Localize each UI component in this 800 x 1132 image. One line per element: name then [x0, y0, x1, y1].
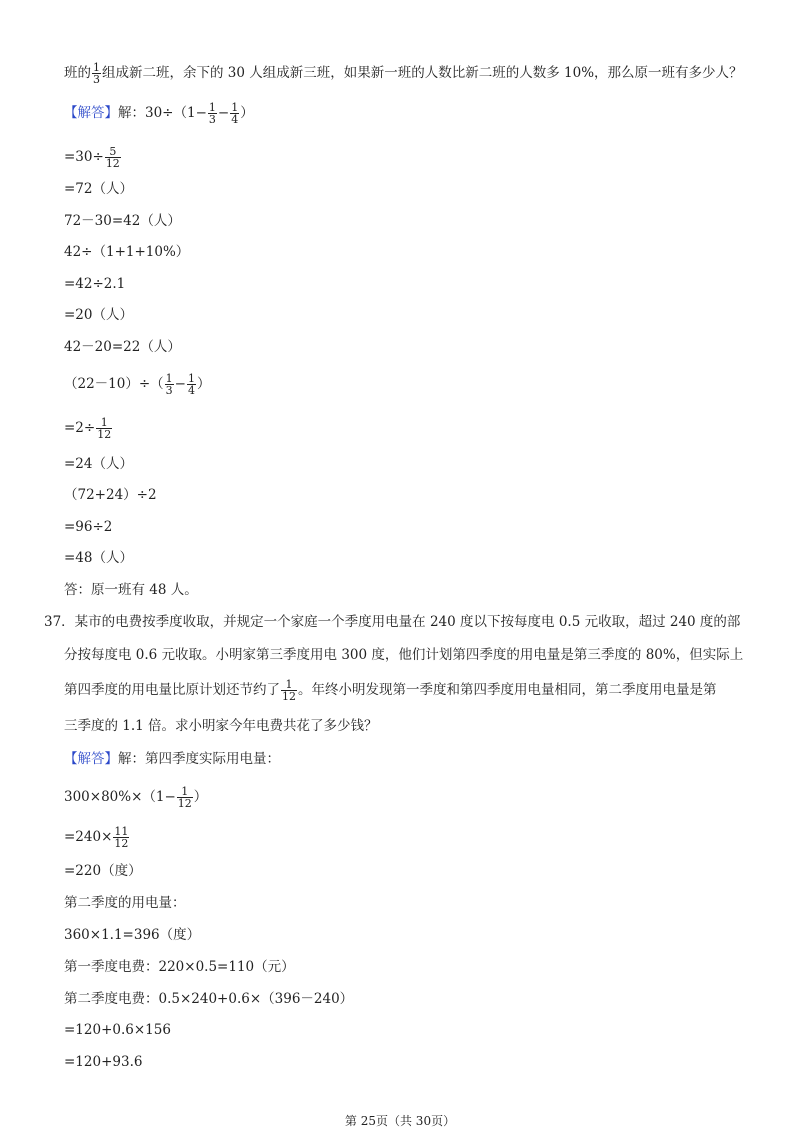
- fraction: $\frac{5}{12}$: [105, 145, 120, 170]
- solution-line: 42÷（1+1+10%）: [64, 244, 190, 260]
- solution-line: 300×80%×（1− $\frac{1}{12}$ ）: [64, 785, 208, 810]
- solution-line: =120+0.6×156: [64, 1022, 171, 1038]
- problem-37-line-3: 第四季度的用电量比原计划还节约了 $\frac{1}{12}$ 。年终小明发现第一季度和第四季度用电量相同，第二季度用电量是第: [64, 678, 717, 703]
- answer-tag: 【解答】: [64, 751, 118, 767]
- fraction: $\frac{1}{12}$: [177, 785, 192, 810]
- solution-line: =72（人）: [64, 181, 133, 197]
- solution-line: =120+93.6: [64, 1054, 143, 1070]
- solution-line: =48（人）: [64, 550, 133, 566]
- solution-line: 72－30=42（人）: [64, 213, 181, 229]
- fraction: $\frac{1}{3}$: [208, 101, 216, 126]
- problem-37-line-4: 三季度的 1.1 倍。求小明家今年电费共花了多少钱？: [64, 718, 378, 734]
- fraction: $\frac{1}{4}$: [187, 372, 195, 397]
- problem-36-text-end: 班的 $\frac{1}{3}$ 组成新二班，余下的 30 人组成新三班，如果新一班的人数比新二班的人数多 10%，那么原一班有多少人？: [64, 61, 743, 86]
- solution-line: =220（度）: [64, 863, 142, 879]
- solution-line: （72+24）÷2: [64, 487, 157, 503]
- solution-line: 第二季度电费：0.5×240+0.6×（396－240）: [64, 991, 354, 1007]
- fraction: $\frac{1}{12}$: [282, 678, 296, 703]
- fraction: $\frac{1}{3}$: [165, 372, 173, 397]
- fraction: $\frac{1}{4}$: [231, 101, 239, 126]
- answer-36: 答：原一班有 48 人。: [64, 582, 198, 598]
- page-number: 第 25页（共 30页）: [344, 1114, 456, 1128]
- solution-line: =96÷2: [64, 519, 113, 535]
- solution-line: =24（人）: [64, 456, 133, 472]
- solution-line: 第一季度电费：220×0.5=110（元）: [64, 959, 295, 975]
- solution-line: （22－10）÷（ $\frac{1}{3}$ − $\frac{1}{4}$ ）: [64, 372, 211, 397]
- solution-line: =240× $\frac{11}{12}$: [64, 825, 129, 850]
- solution-line: 第二季度的用电量：: [64, 895, 186, 911]
- solution-line: 42－20=22（人）: [64, 339, 181, 355]
- problem-37-line-1: 37．某市的电费按季度收取，并规定一个家庭一个季度用电量在 240 度以下按每度电 0.5 元收取，超过 240 度的部: [44, 614, 741, 630]
- fraction: $\frac{1}{12}$: [97, 416, 112, 441]
- fraction-one-third: $\frac{1}{3}$: [93, 61, 100, 86]
- solution-line: =30÷ $\frac{5}{12}$: [64, 145, 120, 170]
- answer-tag: 【解答】: [64, 105, 118, 121]
- solution-line: =2÷ $\frac{1}{12}$: [64, 416, 112, 441]
- solution-line: =20（人）: [64, 307, 133, 323]
- solution-36-header: 【解答】解：30÷（1− $\frac{1}{3}$ − $\frac{1}{4}$ ）: [64, 101, 254, 126]
- solution-line: 360×1.1=396（度）: [64, 927, 201, 943]
- solution-line: =42÷2.1: [64, 276, 126, 292]
- solution-37-header: 【解答】解：第四季度实际用电量：: [64, 751, 280, 767]
- problem-37-line-2: 分按每度电 0.6 元收取。小明家第三季度用电 300 度，他们计划第四季度的用电量是第三季度的 80%，但实际上: [64, 647, 744, 663]
- fraction: $\frac{11}{12}$: [114, 825, 129, 850]
